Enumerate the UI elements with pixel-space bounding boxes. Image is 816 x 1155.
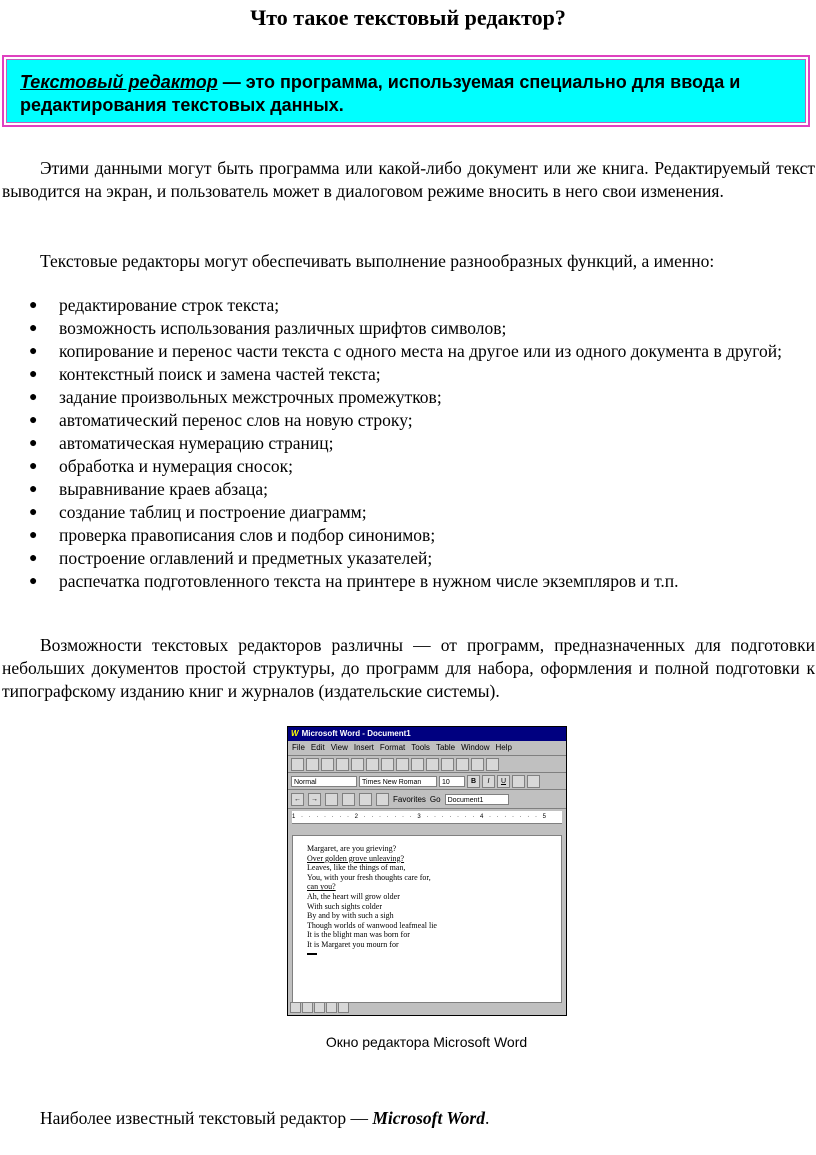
doc-line: Ah, the heart will grow older <box>307 891 400 901</box>
list-item <box>0 478 816 501</box>
save-icon <box>321 758 334 771</box>
doc-line: By and by with such a sigh <box>307 911 394 921</box>
paragraph-capabilities: Возможности текстовых редакторов различны — от программ, предназначенных для подготовки небольших документов простой структуры, до программ для набора, оформления и полной подготовки к типографскому изданию книг и журналов (издательские системы). <box>2 635 815 701</box>
search-icon <box>376 793 389 806</box>
word-menu-file: File <box>292 743 305 752</box>
doc-line: It is the blight man was born for <box>307 930 410 940</box>
copy-icon <box>396 758 409 771</box>
bullet-icon: ● <box>29 528 38 543</box>
list-item <box>0 386 816 409</box>
web-view-icon <box>302 1002 313 1013</box>
list-item <box>0 547 816 570</box>
word-menu-edit: Edit <box>310 743 325 752</box>
word-standard-toolbar <box>288 756 566 773</box>
scroll-left-icon <box>338 1002 349 1013</box>
print-icon <box>336 758 349 771</box>
doc-line: You, with your fresh thoughts care for, <box>307 872 431 882</box>
list-item-text: распечатка подготовленного текста на принтере в нужном числе экземпляров и т.п. <box>59 571 679 591</box>
new-doc-icon <box>291 758 304 771</box>
font-select: Times New Roman <box>359 776 437 787</box>
list-item <box>0 363 816 386</box>
bullet-icon: ● <box>29 390 38 405</box>
definition-text <box>6 59 806 123</box>
list-item <box>0 570 816 593</box>
underline-icon: U <box>497 775 510 788</box>
list-item-text: возможность использования различных шрифтов символов; <box>59 318 507 338</box>
doc-line: It is Margaret you mourn for <box>307 939 399 949</box>
bullet-icon: ● <box>29 298 38 313</box>
hyperlink-icon <box>471 758 484 771</box>
list-item-text: построение оглавлений и предметных указателей; <box>59 548 433 568</box>
align-left-icon <box>512 775 525 788</box>
word-menu-help: Help <box>495 743 512 752</box>
word-menu-table: Table <box>435 743 456 752</box>
word-ruler: 1 · · · · · · · 2 · · · · · · · 3 · · · · · · · 4 · · · · · · · 5 <box>292 811 562 824</box>
bold-icon: B <box>467 775 480 788</box>
stop-icon <box>325 793 338 806</box>
doc-line: Though worlds of wanwood leafmeal lie <box>307 920 437 930</box>
figure-caption: Окно редактора Microsoft Word <box>325 1034 528 1050</box>
print-preview-icon <box>351 758 364 771</box>
back-icon: ← <box>291 793 304 806</box>
outline-view-icon <box>326 1002 337 1013</box>
bullet-icon: ● <box>29 459 38 474</box>
word-web-toolbar <box>288 790 566 809</box>
list-item <box>0 409 816 432</box>
list-item-text: автоматическая нумерацию страниц; <box>59 433 334 453</box>
address-field: Document1 <box>445 794 509 805</box>
word-menu-bar <box>288 741 566 756</box>
refresh-icon <box>342 793 355 806</box>
open-icon <box>306 758 319 771</box>
bullet-icon: ● <box>29 367 38 382</box>
list-item-text: автоматический перенос слов на новую строку; <box>59 410 413 430</box>
page-title: Что такое текстовый редактор? <box>250 5 566 30</box>
word-title-bar <box>288 727 566 741</box>
list-item-text: проверка правописания слов и подбор синонимов; <box>59 525 436 545</box>
definition-term: Текстовый редактор <box>20 72 218 92</box>
align-center-icon <box>527 775 540 788</box>
list-item <box>0 340 816 363</box>
paragraph-data-description: Этими данными могут быть программа или какой-либо документ или же книга. Редактируемый текст выводится на экран, и пользователь может в диалоговом режиме вносить в него свои изменения. <box>2 158 815 201</box>
home-icon <box>359 793 372 806</box>
end-of-document-marker <box>307 953 317 955</box>
list-item <box>0 501 816 524</box>
word-menu-view: View <box>330 743 348 752</box>
forward-icon: → <box>308 793 321 806</box>
word-menu-tools: Tools <box>411 743 430 752</box>
word-menu-insert: Insert <box>353 743 374 752</box>
definition-rest: — это программа, используемая специально для ввода и редактирования текстовых данных. <box>20 72 741 115</box>
word-window-screenshot <box>287 726 567 1016</box>
favorites-menu: Favorites <box>393 794 426 804</box>
bullet-icon: ● <box>29 321 38 336</box>
list-item <box>0 524 816 547</box>
list-item-text: контекстный поиск и замена частей текста; <box>59 364 381 384</box>
word-logo-icon: W <box>291 729 299 738</box>
cut-icon <box>381 758 394 771</box>
definition-box <box>2 55 810 127</box>
word-document-area <box>292 835 562 1003</box>
list-item <box>0 432 816 455</box>
features-list <box>0 294 816 593</box>
list-item-text: выравнивание краев абзаца; <box>59 479 268 499</box>
format-painter-icon <box>426 758 439 771</box>
word-title: Microsoft Word - Document1 <box>301 729 411 738</box>
list-item-text: создание таблиц и построение диаграмм; <box>59 502 367 522</box>
bullet-icon: ● <box>29 413 38 428</box>
paragraph-conclusion <box>2 1107 815 1130</box>
font-size-select: 10 <box>439 776 465 787</box>
italic-icon: I <box>482 775 495 788</box>
spelling-icon <box>366 758 379 771</box>
list-item-text: обработка и нумерация сносок; <box>59 456 293 476</box>
bullet-icon: ● <box>29 505 38 520</box>
word-menu-format: Format <box>379 743 406 752</box>
doc-line: Over golden grove unleaving? <box>307 853 405 863</box>
bullet-icon: ● <box>29 344 38 359</box>
web-toolbar-icon <box>486 758 499 771</box>
bullet-icon: ● <box>29 482 38 497</box>
conclusion-suffix: . <box>484 1108 490 1128</box>
bullet-icon: ● <box>29 574 38 589</box>
list-item <box>0 294 816 317</box>
undo-icon <box>441 758 454 771</box>
doc-line: With such sights colder <box>307 901 382 911</box>
paste-icon <box>411 758 424 771</box>
redo-icon <box>456 758 469 771</box>
word-formatting-toolbar <box>288 773 566 790</box>
word-menu-window: Window <box>461 743 490 752</box>
list-item-text: редактирование строк текста; <box>59 295 280 315</box>
style-select: Normal <box>291 776 357 787</box>
conclusion-prefix: Наиболее известный текстовый редактор — <box>40 1108 373 1128</box>
list-item-text: задание произвольных межстрочных промежутков; <box>59 387 442 407</box>
go-menu: Go <box>429 794 441 804</box>
paragraph-functions-intro: Текстовые редакторы могут обеспечивать выполнение разнообразных функций, а именно: <box>40 251 715 271</box>
doc-line: Margaret, are you grieving? <box>307 844 397 853</box>
doc-line: can you? <box>307 882 336 892</box>
bullet-icon: ● <box>29 551 38 566</box>
bullet-icon: ● <box>29 436 38 451</box>
list-item-text: копирование и перенос части текста с одного места на другое или из одного документа в другой; <box>59 341 782 361</box>
word-view-buttons <box>290 1002 349 1012</box>
page-view-icon <box>314 1002 325 1013</box>
normal-view-icon <box>290 1002 301 1013</box>
conclusion-product-name: Microsoft Word <box>372 1108 485 1128</box>
list-item <box>0 455 816 478</box>
doc-line: Leaves, like the things of man, <box>307 863 406 873</box>
list-item <box>0 317 816 340</box>
